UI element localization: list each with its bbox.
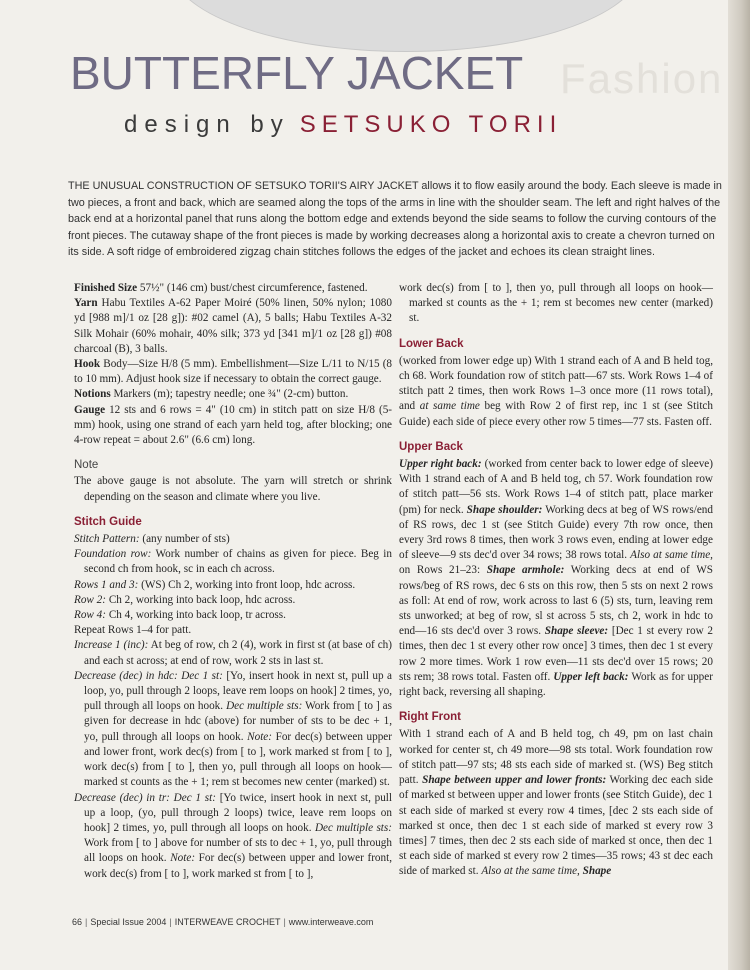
term-text: For dec(s) between upper and lower front, work dec(s) from [ to ], work marked st from [ to ],	[84, 852, 393, 880]
spec-yarn	[74, 296, 392, 357]
body-text: on Rows 21–23:	[399, 564, 481, 577]
byline-prefix: design by	[124, 111, 290, 138]
body-text: With 1 strand each of A and B held tog, ch 49, pm on last chain worked for center st, ch 49 more—98 sts total. Work foundation row of stitch patt—97 sts; 48 sts each side of marked st. (WS) Beg stitch patt.	[399, 728, 713, 787]
term-label: Dec 1 st:	[173, 791, 216, 804]
body-text: (worked from center back to lower edge of sleeve) With 1 strand each of A and B held tog, ch 57. Work foundation row of stitch patt—56 sts. Work Rows 1–4 of stitch patt, place marker (pm) for neck.	[399, 458, 713, 516]
rows-1-3	[74, 578, 392, 593]
term-text: At beg of row, ch 2 (4), work in first st (at base of ch) and each st across; at end of row, work 2 sts in last st.	[84, 639, 392, 667]
ghost-background-title: Fashion	[560, 55, 724, 102]
term-label: Note:	[170, 852, 196, 865]
note-text: The above gauge is not absolute. The yarn will stretch or shrink depending on the season and climate where you live.	[74, 475, 392, 503]
spec-value: Markers (m); tapestry needle; one ¾" (2-cm) button.	[113, 388, 349, 401]
term-label: Dec multiple sts:	[226, 700, 303, 713]
term-text: Work number of chains as given for piece. Beg in second ch from hook, sc in each ch across.	[84, 548, 392, 576]
emphasis-text: Also at same time,	[630, 549, 713, 562]
upper-back-heading: Upper Back	[399, 440, 463, 453]
spec-finished-size	[74, 281, 392, 296]
left-column	[74, 281, 392, 882]
decrease-hdc	[74, 669, 392, 791]
term-label: Rows 1 and 3:	[74, 578, 139, 591]
term-text: Ch 2, working into back loop, hdc across.	[108, 593, 296, 606]
emphasis-text: at same time	[419, 400, 480, 413]
lower-back-heading: Lower Back	[399, 337, 464, 350]
increase-1	[74, 638, 392, 668]
spec-value: Body—Size H/8 (5 mm). Embellishment—Size L/11 to N/15 (8 to 10 mm). Adjust hook size if necessary to obtain the correct gauge.	[74, 358, 393, 386]
right-column	[399, 281, 713, 880]
subsection-label: Shape shoulder:	[466, 503, 543, 516]
term-text: [Yo, insert hook in next st, pull up a loop, yo, pull through 2 loops, leave rem loops on hook] 2 times, yo, pull through all loops on hook.	[84, 669, 392, 713]
footer-separator: |	[85, 917, 88, 927]
spec-label: Hook	[74, 358, 101, 371]
row-4	[74, 608, 392, 623]
body-text: Work as for upper right back, reversing all shaping.	[399, 670, 713, 699]
subsection-label: Shape	[582, 865, 612, 878]
term-text: Work from [ to ] as given for decrease in hdc (above) for number of sts to be dec + 1, yo, pull through all loops on hook.	[84, 700, 392, 743]
right-front-heading: Right Front	[399, 711, 461, 724]
subsection-label: Shape armhole:	[486, 564, 565, 577]
term-label: Row 2:	[74, 593, 107, 606]
stitch-guide-heading: Stitch Guide	[74, 515, 142, 528]
website-link[interactable]: www.interweave.com	[288, 917, 374, 927]
magazine-name: INTERWEAVE CROCHET	[174, 917, 281, 927]
page-number: 66	[72, 917, 83, 927]
designer-name: SETSUKO TORII	[299, 111, 563, 138]
term-label: Decrease (dec) in tr:	[74, 791, 170, 804]
body-text: Working dec each side of marked st between upper and lower fronts (see Stitch Guide), dec 1 st each side of marked st every row 4 times, [dec 2 sts each side of marked st once, then dec 1 st each side of marked st every row 3 times] 7 times, then dec 2 sts each side of marked st once, then dec 1 st each side of marked st every row 2 times—35 rows; 43 st dec each side of marked st.	[399, 774, 713, 878]
spec-label: Finished Size	[74, 282, 138, 294]
term-label: Foundation row:	[74, 548, 152, 561]
term-text: Work from [ to ] above for number of sts to dec + 1, yo, pull through all loops on hook.	[84, 837, 392, 865]
spec-label: Notions	[74, 388, 111, 401]
term-label: Stitch Pattern:	[74, 533, 140, 546]
footer-separator: |	[169, 917, 172, 927]
decrease-tr-continued: work dec(s) from [ to ], then yo, pull through all loops on hook—marked st counts as the + 1; rem st becomes new center (marked) st.	[399, 282, 713, 325]
footer-separator: |	[283, 917, 286, 927]
spec-gauge	[74, 403, 392, 449]
term-text: [Yo twice, insert hook in next st, pull up a loop, (yo, pull through 2 loops) twice, leave rem loops on hook] 2 times, yo, pull through all loops on hook.	[84, 791, 393, 834]
spec-hook	[74, 357, 392, 387]
term-label: Dec multiple sts:	[314, 821, 392, 834]
facing-page-edge	[728, 0, 750, 970]
spec-value: Habu Textiles A-62 Paper Moiré (50% linen, 50% nylon; 1080 yd [988 m]/1 oz [28 g]): #02 camel (A), 5 balls; Habu Textiles A-32 Silk Mohair (60% mohair, 40% silk; 373 yd [341 m]/1 oz [28 g]) #08 charcoal (B), 3 balls.	[74, 297, 392, 355]
term-label: Row 4:	[74, 609, 107, 622]
subsection-label: Shape between upper and lower fronts:	[422, 774, 607, 787]
term-text: (any number of sts)	[142, 533, 230, 546]
issue-label: Special Issue 2004	[90, 917, 167, 927]
term-label: Note:	[247, 730, 272, 743]
right-front-text	[399, 727, 713, 879]
term-text: (WS) Ch 2, working into front loop, hdc across.	[141, 578, 356, 591]
page-title: BUTTERFLY JACKET	[70, 47, 524, 99]
spec-notions	[74, 387, 392, 402]
body-text: (worked from lower edge up) With 1 strand each of A and B held tog, ch 68. Work foundation row of stitch patt—67 sts. Work Rows 1–4 of stitch patt 2 times, then work Rows 1–3 once more (11 rows total), and	[399, 354, 713, 413]
emphasis-text: Also at the same time,	[481, 865, 580, 878]
row-2	[74, 593, 392, 608]
spec-label: Yarn	[74, 297, 98, 310]
body-text: Working decs at end of WS rows/beg of RS rows, dec 6 sts on this row, then 5 sts on next 2 rows as foll: At end of row, work across to last 6 (5) sts, turn, leaving rem sts unworked; at beg of row, sl st across 5 sts, ch 2, work in hdc to end—16 sts dec'd over 3 rows.	[399, 564, 713, 638]
term-text: For dec(s) between upper and lower front, work dec(s) from [ to ], work marked st from [ to ], work dec(s) from [ to ], then yo, pull through all loops on hook—marked st counts as the + 1; rem st becomes new center (marked) st.	[84, 730, 392, 789]
body-text: beg with Row 2 of first rep, inc 1 st (see Stitch Guide) each side of piece every other row 5 times—77 sts. Fasten off.	[399, 400, 713, 428]
subsection-label: Upper left back:	[553, 670, 629, 683]
spec-label: Gauge	[74, 403, 106, 416]
page-footer	[72, 917, 472, 927]
byline	[124, 110, 604, 140]
subsection-label: Upper right back:	[399, 458, 482, 471]
spec-value: 12 sts and 6 rows = 4" (10 cm) in stitch patt on size H/8 (5-mm) hook, using one strand of each yarn held tog, after blocking; one 4-row repeat = about 2.6" (6.6 cm) long.	[74, 403, 393, 447]
lower-back-text	[399, 354, 713, 430]
stitch-pattern	[74, 532, 392, 547]
body-text: [Dec 1 st every row 2 times, then dec 1 st every other row once] 3 times, then dec 1 st every row 2 more times. Work 1 row even—11 sts dec'd over 15 rows; 20 sts rem; 38 rows total. Fasten off.	[399, 625, 714, 683]
subsection-label: Shape sleeve:	[544, 625, 609, 638]
repeat-rows: Repeat Rows 1–4 for patt.	[74, 624, 192, 637]
term-label: Decrease (dec) in hdc:	[74, 669, 178, 682]
intro-paragraph: THE UNUSUAL CONSTRUCTION OF SETSUKO TORII'S AIRY JACKET allows it to flow easily around the body. Each sleeve is made in two pieces, a front and back, which are seamed along the tops of the arms in line with the shoulder seam. The left and right halves of the back end at a horizontal panel that runs along the bottom edge and extends beyond the side seams to follow the curving contours of the front pieces. The cutaway shape of the front pieces is made by working decreases along a horizontal axis to create a chevron turned on its side. A soft ridge of embroidered zigzag chain stitches follows the edges of the jacket and echoes its clean straight lines.	[68, 180, 722, 259]
note-heading: Note	[74, 459, 99, 472]
decrease-tr	[74, 791, 392, 882]
spec-value: 57½" (146 cm) bust/chest circumference, fastened.	[139, 282, 368, 294]
foundation-row	[74, 547, 392, 577]
term-text: Ch 4, working into back loop, tr across.	[108, 609, 286, 622]
upper-right-back-text	[399, 457, 713, 700]
term-label: Dec 1 st:	[181, 669, 223, 682]
body-text: Working decs at beg of WS rows/end of RS rows, dec 1 st (see Stitch Guide) every 7th row once, then every 3rd rows 8 times, then work 3 rows even, ending at lower edge of sleeve—9 sts dec'd over 34 rows; 38 rows total.	[399, 503, 713, 562]
term-label: Increase 1 (inc):	[74, 639, 149, 652]
